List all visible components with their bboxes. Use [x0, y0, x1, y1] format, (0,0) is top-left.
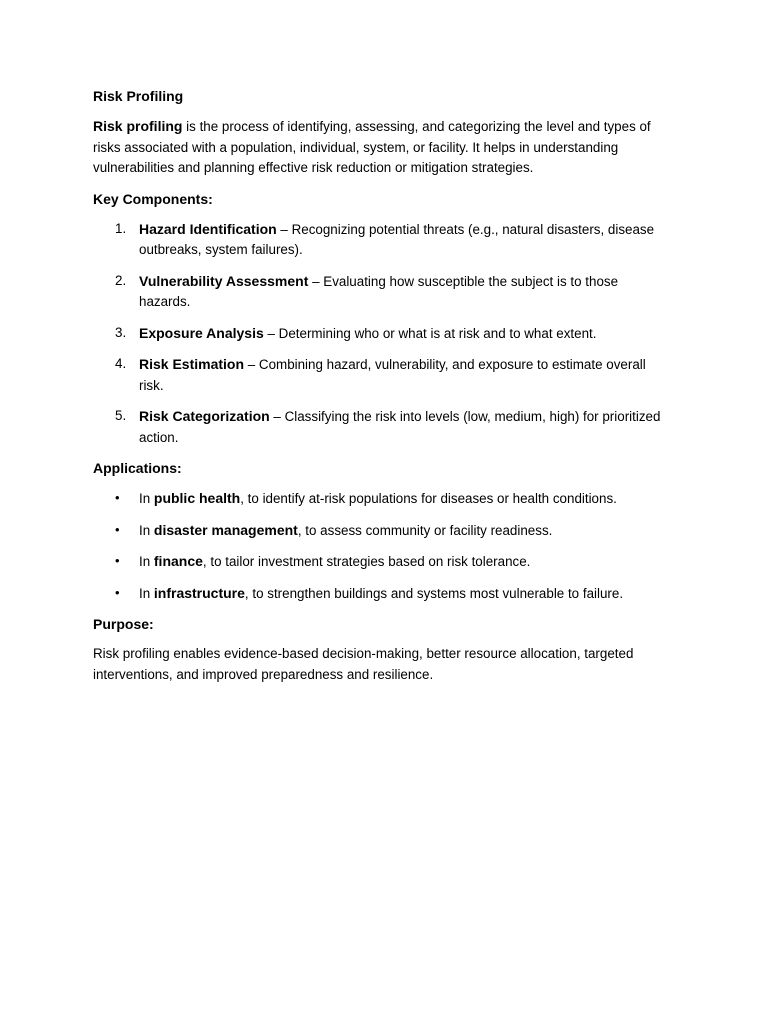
item-term: disaster management [153, 521, 298, 538]
bullet-icon: • [115, 584, 120, 600]
list-item [93, 406, 668, 448]
item-text: , to tailor investment strategies based on risk tolerance. [202, 554, 531, 569]
item-term: infrastructure [153, 584, 245, 601]
item-term: public health [153, 490, 241, 506]
purpose-paragraph: Risk profiling enables evidence-based decision-making, better resource allocation, targeted interventions, and improved preparedness and resilience. [93, 646, 634, 682]
list-item [93, 271, 668, 313]
list-item [93, 520, 668, 542]
purpose-heading: Purpose: [93, 616, 154, 632]
list-number: 1. [115, 220, 127, 236]
list-item [93, 583, 668, 605]
bullet-icon: • [115, 490, 120, 505]
list-number: 4. [115, 356, 127, 371]
item-text: – Recognizing potential threats (e.g., natural disasters, disease outbreaks, system failures). [139, 221, 655, 257]
intro-text: is the process of identifying, assessing, and categorizing the level and types of risks associated with a population, individual, system, or facility. It helps in understanding vulnerabilities and planning effective risk reduction or mitigation strategies. [93, 119, 651, 175]
item-text: – Evaluating how susceptible the subject is to those hazards. [139, 273, 619, 309]
item-text: , to strengthen buildings and systems most vulnerable to failure. [244, 585, 624, 601]
item-prefix: In [139, 554, 154, 569]
item-term: Vulnerability Assessment [139, 272, 309, 289]
applications-list [93, 488, 668, 604]
list-item [93, 219, 668, 261]
applications-heading: Applications: [93, 460, 182, 476]
list-number: 2. [115, 272, 127, 288]
intro-paragraph [93, 116, 668, 179]
item-term: Risk Estimation [139, 356, 245, 372]
bullet-icon: • [115, 521, 120, 537]
list-item [93, 488, 668, 510]
item-text: , to assess community or facility readiness. [297, 522, 553, 538]
key-components-heading: Key Components: [93, 190, 213, 207]
item-prefix: In [139, 585, 154, 601]
item-prefix: In [139, 522, 154, 538]
item-text: – Determining who or what is at risk and to what extent. [263, 325, 597, 341]
key-components-list [93, 219, 668, 449]
item-term: Risk Categorization [139, 408, 270, 424]
item-term: Exposure Analysis [139, 324, 264, 341]
list-number: 3. [115, 324, 127, 340]
item-text: , to identify at-risk populations for diseases or health conditions. [240, 491, 617, 506]
list-item [93, 354, 668, 396]
item-term: finance [153, 553, 203, 569]
list-number: 5. [115, 408, 127, 423]
item-term: Hazard Identification [139, 220, 277, 237]
bullet-icon: • [115, 553, 120, 568]
item-text: – Combining hazard, vulnerability, and exposure to estimate overall risk. [139, 357, 646, 393]
intro-term: Risk profiling [93, 118, 183, 134]
document-title: Risk Profiling [93, 88, 184, 104]
list-item [93, 323, 668, 345]
item-prefix: In [139, 491, 154, 506]
list-item [93, 551, 668, 573]
item-text: – Classifying the risk into levels (low, medium, high) for prioritized action. [139, 409, 661, 445]
